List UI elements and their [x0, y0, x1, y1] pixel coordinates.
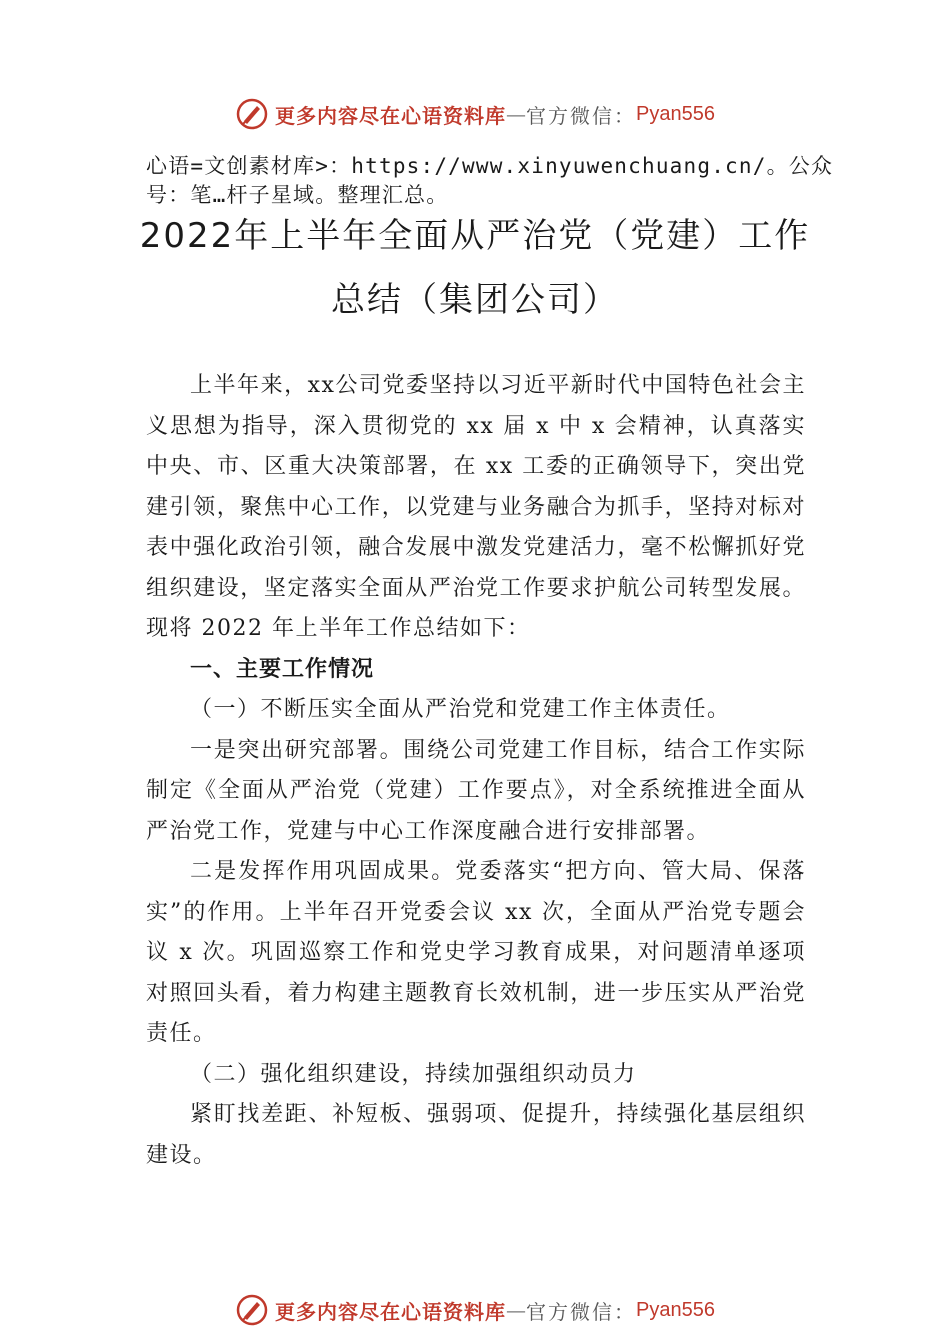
intro-paragraph: 上半年来，xx公司党委坚持以习近平新时代中国特色社会主义思想为指导，深入贯彻党的 xx 届 x 中 x 会精神，认真落实中央、市、区重大决策部署，在 xx 工委的正确领导下，突出党建引领，聚焦中心工作，以党建与业务融合为抓手，坚持对标对表中强化政治引领，融合发展中激发党建活力，毫不松懈抓好党组织建设，坚定落实全面从严治党工作要求护航公司转型发展。现将 2022 年上半年工作总结如下： [146, 373, 806, 641]
paragraph-1: 一是突出研究部署。围绕公司党建工作目标，结合工作实际制定《全面从严治党（党建）工作要点》，对全系统推进全面从严治党工作，党建与中心工作深度融合进行安排部署。 [146, 737, 806, 844]
paragraph-3: 紧盯找差距、补短板、强弱项、促提升，持续强化基层组织建设。 [146, 1102, 806, 1168]
watermark-wechat-id: Pyan556 [636, 102, 715, 125]
brand-logo-icon [235, 1293, 269, 1327]
watermark-banner-bottom [0, 1290, 950, 1330]
subsection-heading-2: （二）强化组织建设，持续加强组织动员力 [190, 1061, 637, 1087]
watermark-banner-top [0, 94, 950, 134]
watermark-wechat-label: 官方微信： [526, 103, 637, 128]
section-heading-1: 一、主要工作情况 [190, 656, 375, 682]
document-title-line-1: 2022年上半年全面从严治党（党建）工作 [139, 216, 811, 256]
paragraph-2: 二是发挥作用巩固成果。党委落实“把方向、管大局、保落实”的作用。上半年召开党委会议 xx 次，全面从严治党专题会议 x 次。巩固巡察工作和党史学习教育成果，对问题清单逐项对照回头看，着力构建主题教育长效机制，进一步压实从严治党责任。 [146, 859, 806, 1046]
document-title-line-2: 总结（集团公司） [331, 280, 619, 320]
watermark-wechat-id: Pyan556 [636, 1298, 715, 1321]
watermark-wechat-label: 官方微信： [526, 1299, 637, 1324]
watermark-separator: — [506, 102, 527, 126]
source-note: 心语=文创素材库>：https://www.xinyuwenchuang.cn/。公众号：笔…杆子星域。整理汇总。 [146, 154, 834, 207]
watermark-brand: 更多内容尽在心语资料库 [275, 1299, 507, 1324]
document-body [146, 366, 806, 1176]
brand-logo-icon [235, 97, 269, 131]
watermark-brand: 更多内容尽在心语资料库 [275, 103, 507, 128]
watermark-separator: — [506, 1298, 527, 1322]
subsection-heading-1: （一）不断压实全面从严治党和党建工作主体责任。 [190, 697, 731, 722]
